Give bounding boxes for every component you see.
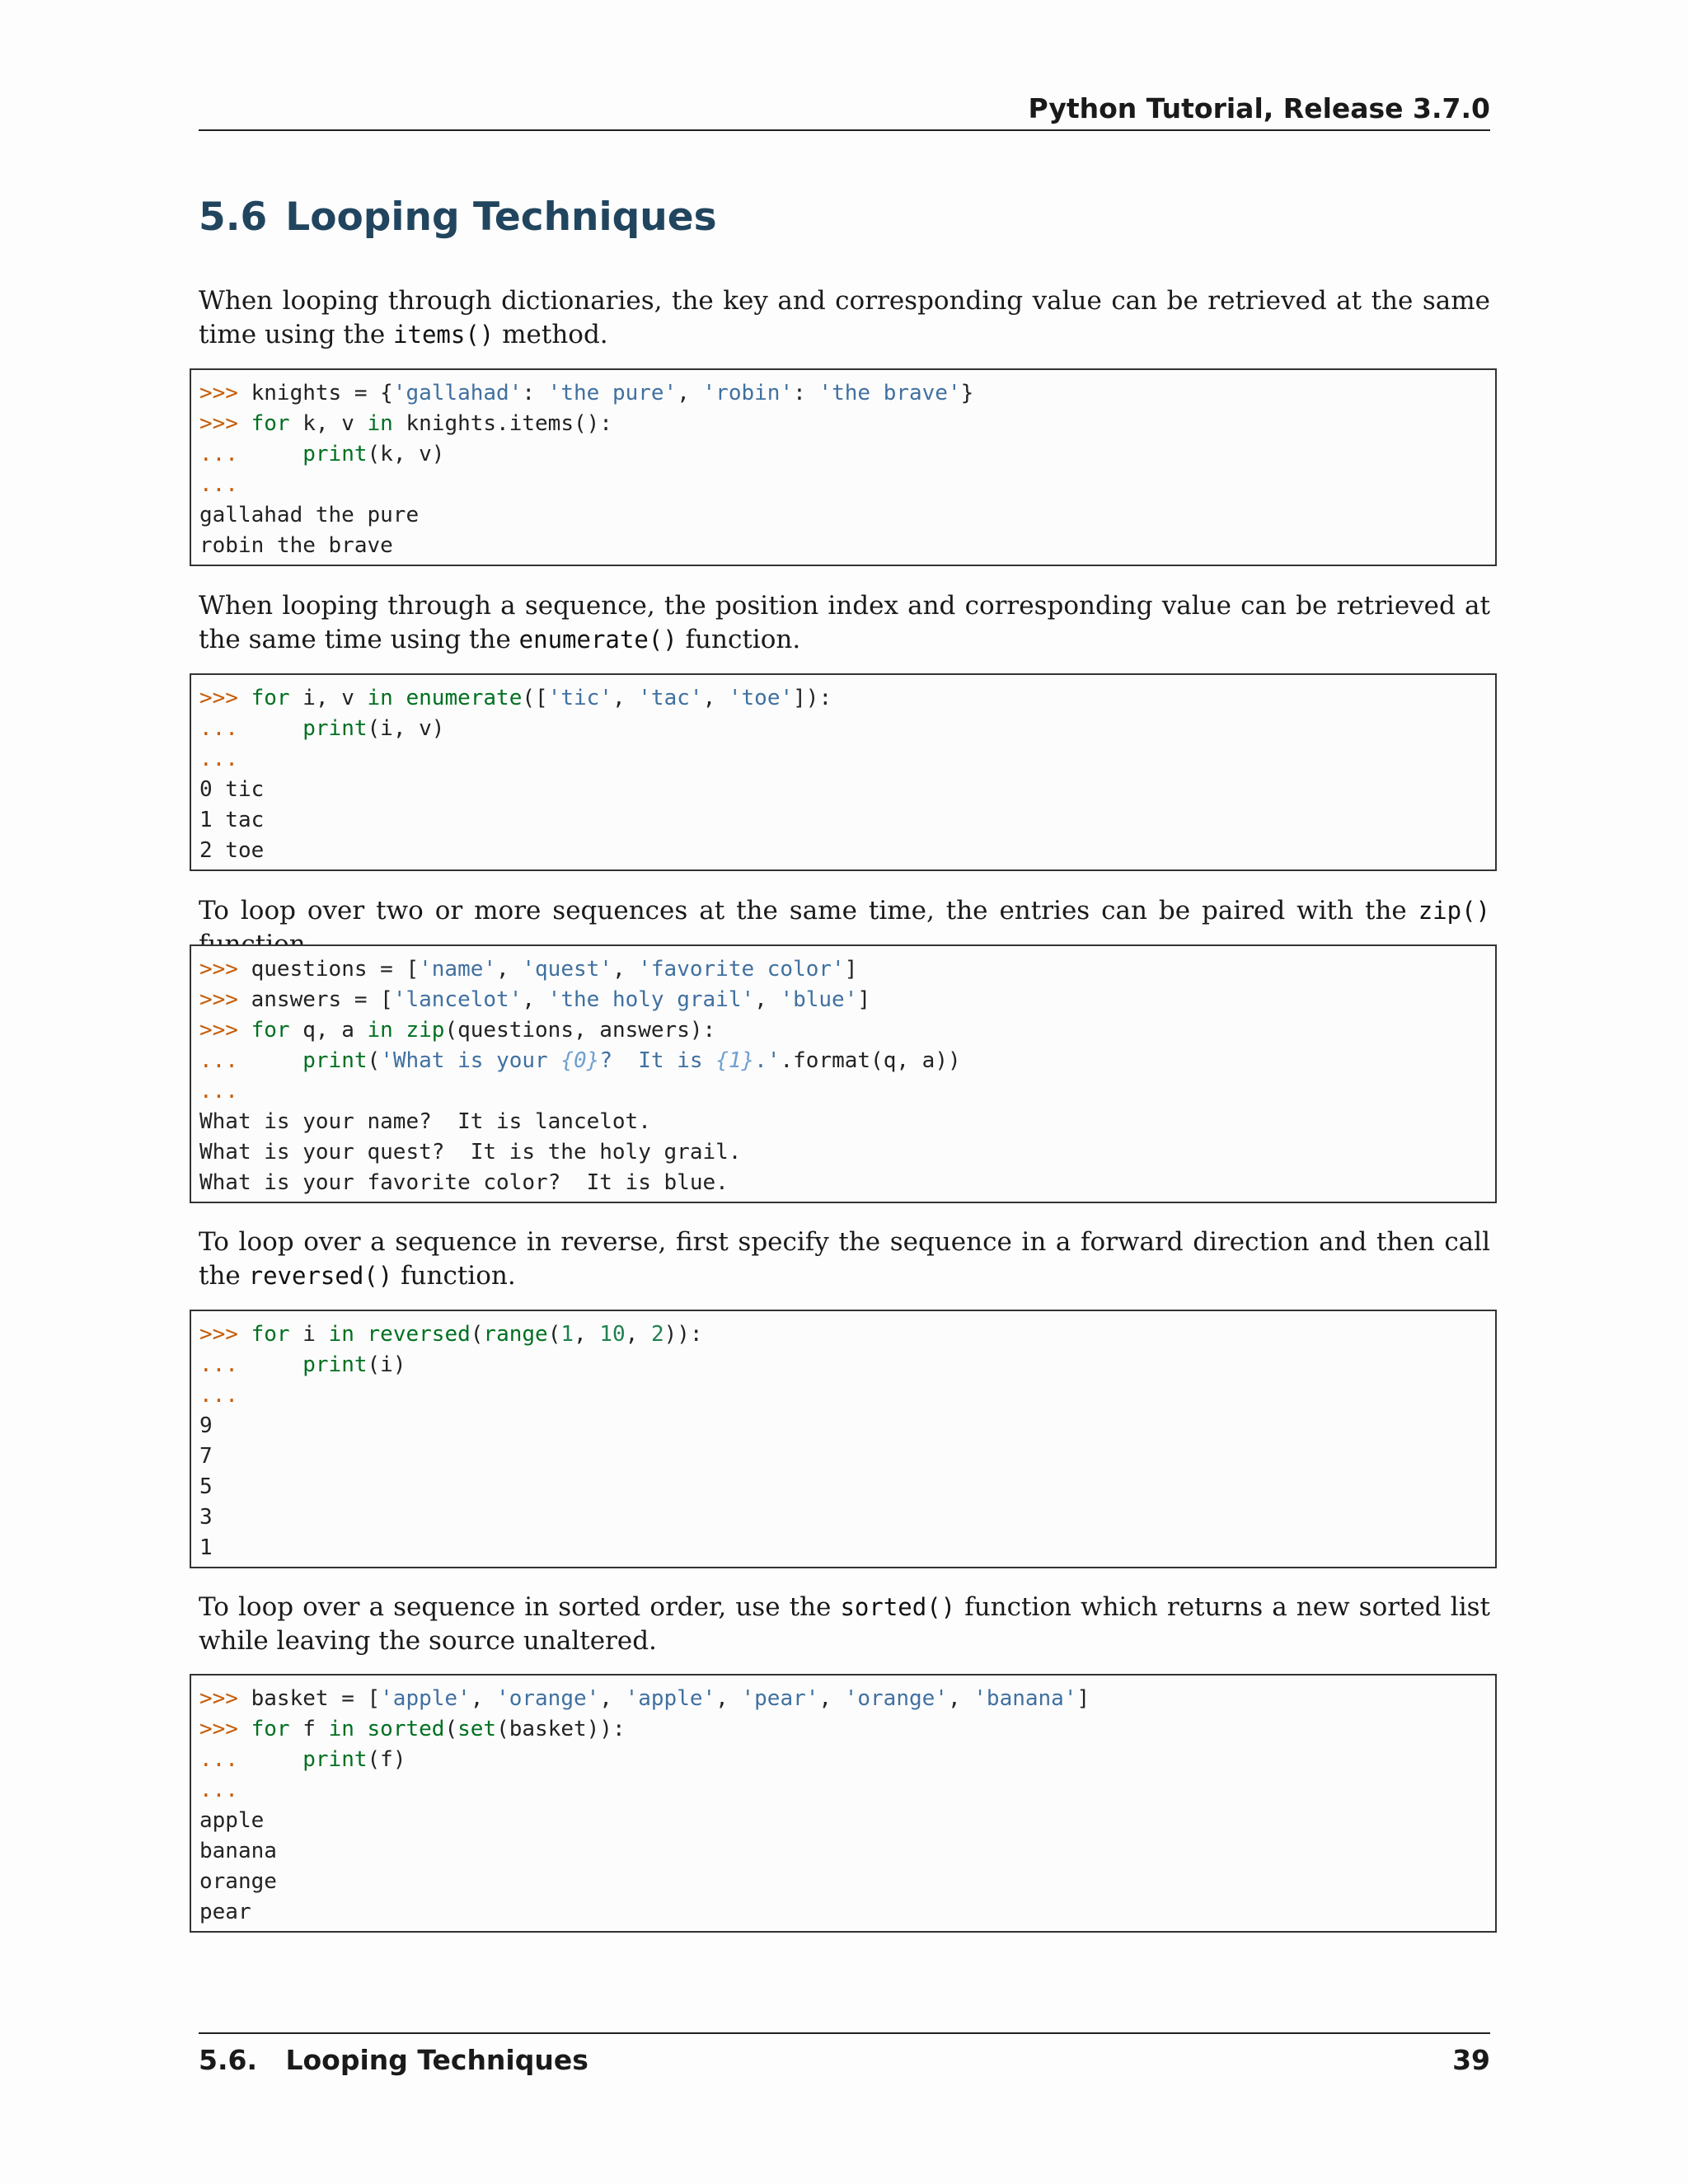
para-text: When looping through a sequence, the position index and corresponding value can be retrieved at the same time using the <box>199 591 1490 654</box>
code-output: 9 <box>199 1413 213 1438</box>
code-output: What is your favorite color? It is blue. <box>199 1170 729 1195</box>
para-text: function. <box>677 625 801 654</box>
code-block <box>190 673 1497 871</box>
footer-section-label: 5.6. Looping Techniques <box>199 2044 588 2076</box>
running-title: Python Tutorial, Release 3.7.0 <box>1028 92 1490 124</box>
code-line: >>> for k, v in knights.items(): <box>199 411 612 436</box>
para-text: function which returns a new sorted list while leaving the source unaltered. <box>199 1592 1490 1656</box>
paragraph-items <box>199 284 1490 352</box>
code-line: ... print('What is your {0}? It is {1}.'.format(q, a)) <box>199 1048 961 1073</box>
page-footer <box>199 2032 1490 2076</box>
code-line: >>> for f in sorted(set(basket)): <box>199 1717 626 1741</box>
code-output: 0 tic <box>199 777 265 802</box>
code-output: What is your name? It is lancelot. <box>199 1109 651 1134</box>
inline-code: zip() <box>1418 897 1490 925</box>
code-line: >>> for i, v in enumerate(['tic', 'tac', 'toe']): <box>199 686 832 710</box>
para-text: When looping through dictionaries, the key and corresponding value can be retrieved at the same time using the <box>199 286 1490 349</box>
code-line: ... <box>199 1778 238 1802</box>
code-output: 5 <box>199 1474 213 1499</box>
paragraph-enumerate <box>199 589 1490 657</box>
code-line: >>> questions = ['name', 'quest', 'favorite color'] <box>199 957 858 982</box>
inline-code: enumerate() <box>518 626 678 654</box>
code-output: pear <box>199 1900 251 1924</box>
code-output: robin the brave <box>199 533 393 558</box>
section-title: Looping Techniques <box>285 194 717 240</box>
code-line: ... print(k, v) <box>199 442 445 466</box>
code-line: ... print(i, v) <box>199 716 445 741</box>
code-line: ... <box>199 747 238 771</box>
code-output: What is your quest? It is the holy grail. <box>199 1140 742 1165</box>
para-text: To loop over a sequence in reverse, first specify the sequence in a forward direction and then call the <box>199 1227 1490 1291</box>
paragraph-sorted <box>199 1591 1490 1658</box>
code-output: banana <box>199 1839 277 1863</box>
para-text: method. <box>494 320 608 349</box>
code-block <box>190 1310 1497 1568</box>
code-block <box>190 368 1497 566</box>
code-line: ... <box>199 1079 238 1104</box>
code-line: >>> for i in reversed(range(1, 10, 2)): <box>199 1322 703 1347</box>
para-text: To loop over two or more sequences at the same time, the entries can be paired with the <box>199 896 1418 926</box>
code-output: apple <box>199 1808 265 1833</box>
code-output: 1 tac <box>199 808 265 832</box>
inline-code: items() <box>393 321 495 349</box>
code-line: ... <box>199 1383 238 1408</box>
code-line: >>> answers = ['lancelot', 'the holy grail', 'blue'] <box>199 987 871 1012</box>
code-output: gallahad the pure <box>199 503 420 527</box>
inline-code: reversed() <box>248 1262 393 1290</box>
code-line: ... <box>199 472 238 497</box>
code-output: 2 toe <box>199 838 265 863</box>
paragraph-reversed <box>199 1226 1490 1293</box>
code-line: ... print(f) <box>199 1747 406 1772</box>
code-line: >>> knights = {'gallahad': 'the pure', 'robin': 'the brave'} <box>199 381 974 405</box>
section-heading <box>199 194 717 240</box>
inline-code: sorted() <box>840 1593 956 1621</box>
code-output: 7 <box>199 1444 213 1469</box>
code-output: 3 <box>199 1505 213 1530</box>
code-output: orange <box>199 1869 277 1894</box>
code-block <box>190 944 1497 1203</box>
code-line: >>> for q, a in zip(questions, answers): <box>199 1018 716 1043</box>
code-block <box>190 1674 1497 1933</box>
code-line: ... print(i) <box>199 1352 406 1377</box>
code-line: >>> basket = ['apple', 'orange', 'apple', 'pear', 'orange', 'banana'] <box>199 1686 1090 1711</box>
para-text: function. <box>392 1261 516 1291</box>
section-number: 5.6 <box>199 194 268 240</box>
running-header <box>199 92 1490 131</box>
page-number: 39 <box>1452 2044 1490 2076</box>
code-output: 1 <box>199 1535 213 1560</box>
para-text: To loop over a sequence in sorted order, use the <box>199 1592 841 1622</box>
